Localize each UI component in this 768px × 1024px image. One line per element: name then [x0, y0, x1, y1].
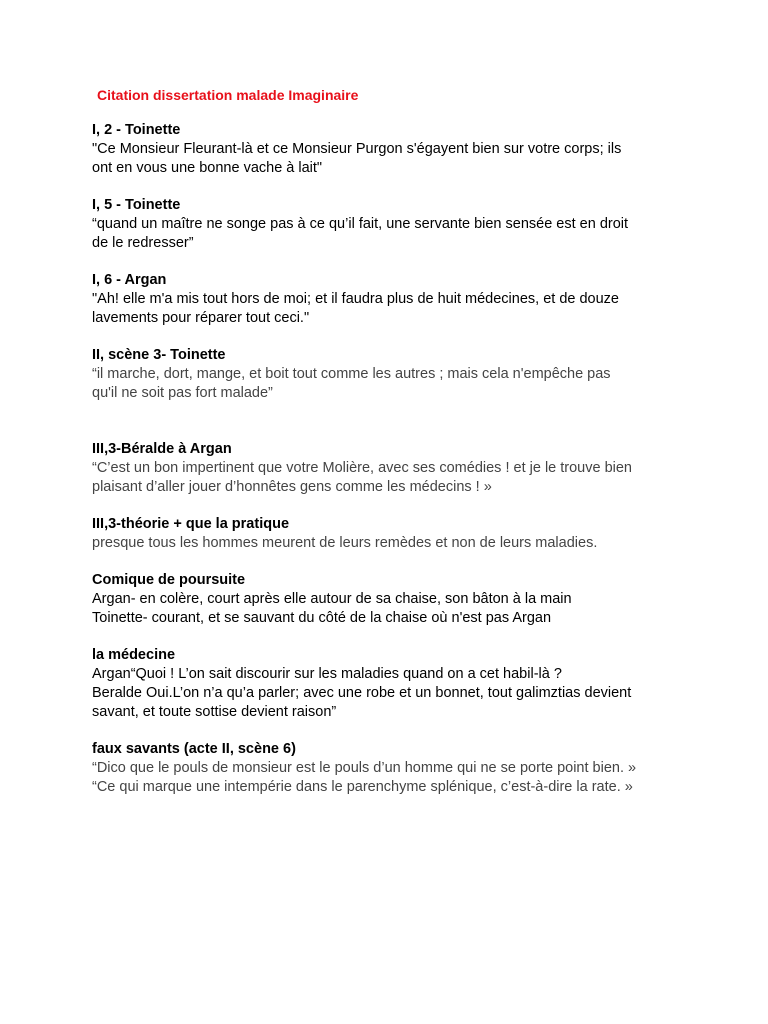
section-iii-3-beralde	[92, 440, 732, 497]
section-la-medecine	[92, 646, 732, 722]
section-heading: III,3-théorie + que la pratique	[92, 516, 290, 532]
section-line: "Ce Monsieur Fleurant-là et ce Monsieur Purgon s'égayent bien sur votre corps; ils	[92, 141, 622, 157]
section-heading: Comique de poursuite	[92, 572, 246, 588]
section-heading: I, 2 - Toinette	[92, 122, 181, 138]
section-faux-savants	[92, 740, 732, 797]
section-heading: II, scène 3- Toinette	[92, 347, 226, 363]
section-line: Beralde Oui.L’on n’a qu’a parler; avec une robe et un bonnet, tout galimztias devient	[92, 685, 632, 701]
section-line: presque tous les hommes meurent de leurs remèdes et non de leurs maladies.	[92, 535, 598, 551]
section-line: savant, et toute sottise devient raison”	[92, 704, 337, 720]
section-ii-3	[92, 346, 732, 403]
document-page	[92, 86, 732, 797]
section-line: Argan- en colère, court après elle autour de sa chaise, son bâton à la main	[92, 591, 572, 607]
section-line: "Ah! elle m'a mis tout hors de moi; et il faudra plus de huit médecines, et de douze	[92, 291, 619, 307]
section-line: “quand un maître ne songe pas à ce qu’il fait, une servante bien sensée est en droit	[92, 216, 629, 232]
section-line: “Ce qui marque une intempérie dans le parenchyme splénique, c’est-à-dire la rate. »	[92, 779, 633, 795]
section-heading: I, 6 - Argan	[92, 272, 167, 288]
section-comique-de-poursuite	[92, 571, 732, 628]
section-heading: faux savants (acte II, scène 6)	[92, 741, 296, 757]
section-line: de le redresser”	[92, 235, 194, 251]
section-line: “Dico que le pouls de monsieur est le pouls d’un homme qui ne se porte point bien. »	[92, 760, 637, 776]
section-heading: la médecine	[92, 647, 176, 663]
section-i-5	[92, 196, 732, 253]
section-heading: I, 5 - Toinette	[92, 197, 181, 213]
section-line: lavements pour réparer tout ceci."	[92, 310, 310, 326]
section-i-2	[92, 121, 732, 178]
section-line: Argan“Quoi ! L’on sait discourir sur les maladies quand on a cet habil-là ?	[92, 666, 562, 682]
section-line: qu'il ne soit pas fort malade”	[92, 385, 273, 401]
section-heading: III,3-Béralde à Argan	[92, 441, 232, 457]
document-title: Citation dissertation malade Imaginaire	[97, 87, 359, 103]
section-line: “il marche, dort, mange, et boit tout comme les autres ; mais cela n'empêche pas	[92, 366, 611, 382]
section-line: “C’est un bon impertinent que votre Molière, avec ses comédies ! et je le trouve bien	[92, 460, 632, 476]
section-line: plaisant d’aller jouer d’honnêtes gens comme les médecins ! »	[92, 479, 492, 495]
section-line: Toinette- courant, et se sauvant du côté de la chaise où n'est pas Argan	[92, 610, 552, 626]
section-i-6	[92, 271, 732, 328]
section-iii-3-theorie	[92, 515, 732, 553]
section-line: ont en vous une bonne vache à lait"	[92, 160, 323, 176]
